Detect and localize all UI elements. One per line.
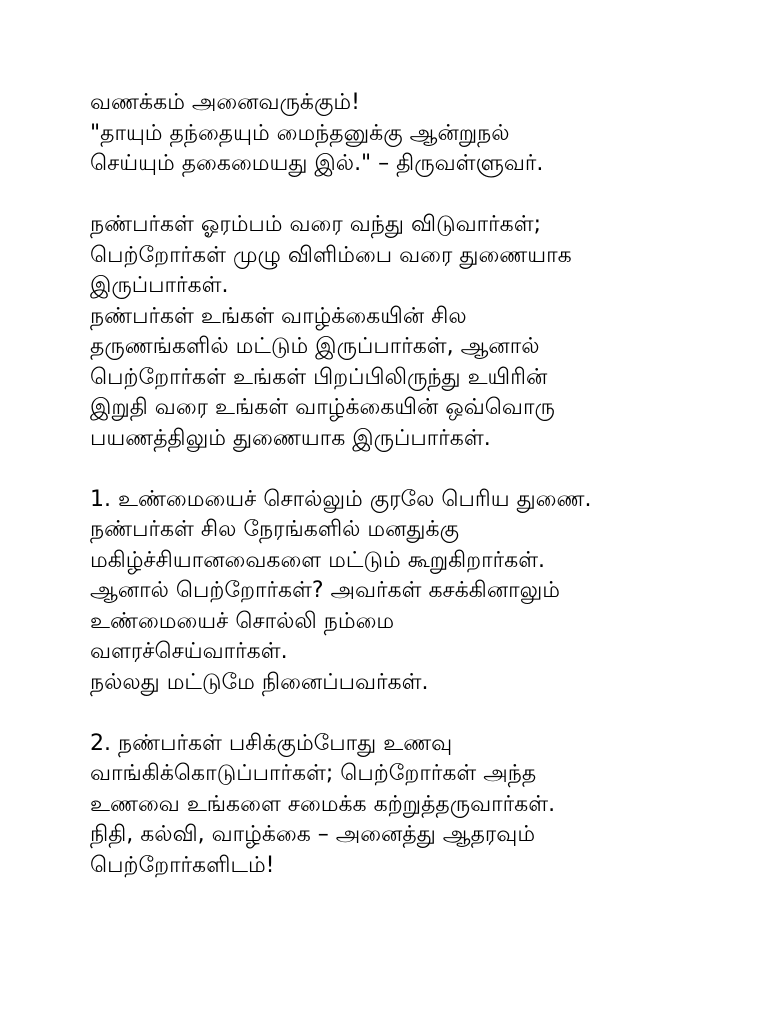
point2-line-2: வாங்கிக்கொடுப்பார்கள்; பெற்றோர்கள் அந்த — [90, 761, 537, 786]
document-page — [90, 88, 750, 881]
point1-line-2: நண்பர்கள் சில நேரங்களில் மனதுக்கு — [90, 517, 460, 542]
paragraph-gap — [90, 454, 750, 485]
quote-line-2: செய்யும் தகைமையது இல்." – திருவள்ளுவர். — [90, 151, 544, 176]
quote-line-1: "தாயும் தந்தையும் மைந்தனுக்கு ஆன்றுநல் — [90, 120, 510, 146]
para1-line-4: நண்பர்கள் உங்கள் வாழ்க்கையின் சில — [90, 303, 467, 329]
paragraph-gap — [90, 180, 750, 211]
point1-line-1: 1. உண்மையைச் சொல்லும் குரலே பெரிய துணை. — [90, 486, 592, 512]
point1-line-3: மகிழ்ச்சியானவைகளை மட்டும் கூறுகிறார்கள். — [90, 547, 546, 573]
point1-line-7: நல்லது மட்டுமே நினைப்பவர்கள். — [90, 669, 429, 695]
para1-line-7: இறுதி வரை உங்கள் வாழ்க்கையின் ஒவ்வொரு — [90, 395, 555, 420]
point2-line-3: உணவை உங்களை சமைக்க கற்றுத்தருவார்கள். — [90, 791, 556, 817]
point1-line-5: உண்மையைச் சொல்லி நம்மை — [90, 608, 395, 634]
paragraph-gap — [90, 698, 750, 729]
para1-line-1: நண்பர்கள் ஓரம்பம் வரை வந்து விடுவார்கள்; — [90, 212, 541, 237]
para1-line-8: பயணத்திலும் துணையாக இருப்பார்கள். — [90, 425, 491, 451]
para1-line-2: பெற்றோர்கள் முழு விளிம்பை வரை துணையாக — [90, 242, 572, 268]
paragraph-friends-vs-parents — [90, 210, 750, 454]
para1-line-5: தருணங்களில் மட்டும் இருப்பார்கள், ஆனால் — [90, 334, 540, 359]
para1-line-3: இருப்பார்கள். — [90, 273, 229, 298]
point2-line-5: பெற்றோர்களிடம்! — [90, 852, 275, 878]
point1-line-6: வளரச்செய்வார்கள். — [90, 639, 288, 664]
para1-line-6: பெற்றோர்கள் உங்கள் பிறப்பிலிருந்து உயிரின் — [90, 364, 548, 390]
point2-line-4: நிதி, கல்வி, வாழ்க்கை – அனைத்து ஆதரவும் — [90, 822, 536, 847]
point1-line-4: ஆனால் பெற்றோர்கள்? அவர்கள் கசக்கினாலும் — [90, 578, 561, 603]
point2-line-1: 2. நண்பர்கள் பசிக்கும்போது உணவு — [90, 730, 453, 756]
greeting-line: வணக்கம் அனைவருக்கும்! — [90, 90, 360, 115]
point-two — [90, 729, 750, 882]
point-one — [90, 485, 750, 699]
